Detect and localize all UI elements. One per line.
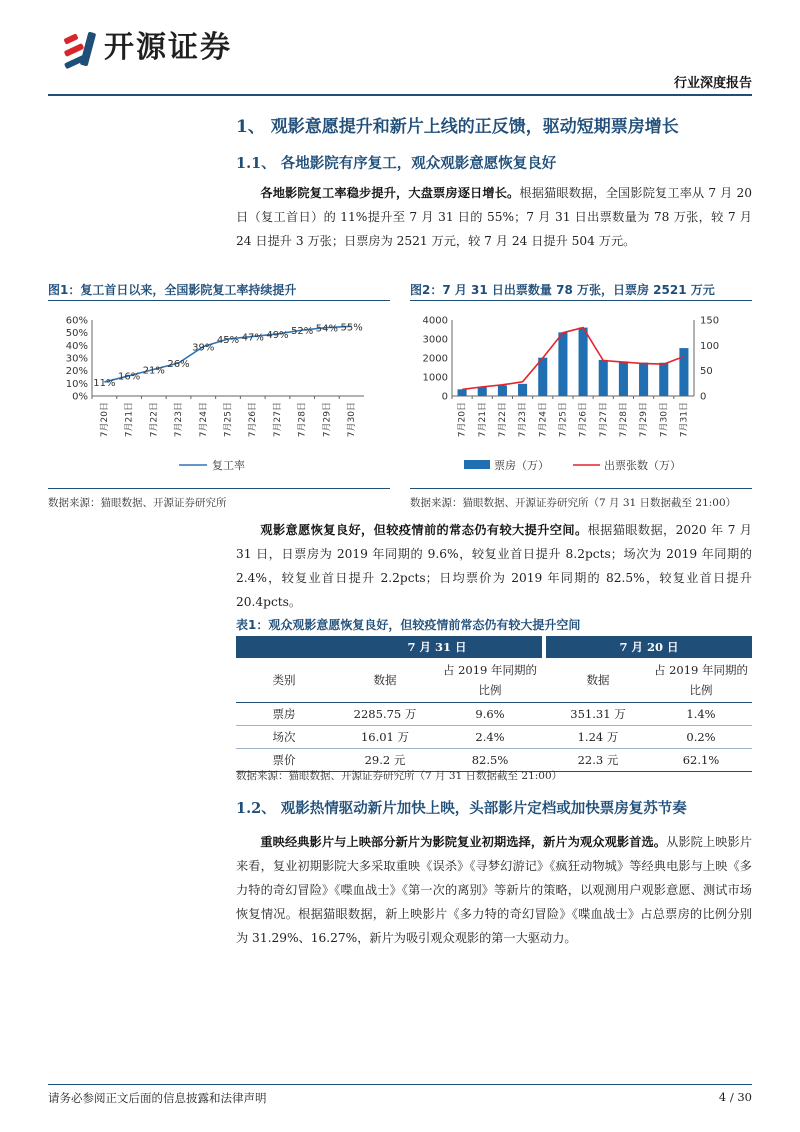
y-tick-label: 20% [65,366,88,378]
table-cell-ratio-1: 82.5% [438,748,542,771]
x-tick-label: 7月30日 [347,402,358,438]
data-label: 26% [167,359,190,371]
x-tick-label: 7月29日 [322,402,333,438]
legend-label-bars: 票房（万） [494,459,549,472]
data-label: 39% [192,342,215,354]
y-right-tick-label: 100 [700,340,720,352]
y-tick-label: 50% [65,328,88,340]
subsection-title-1-1: 1.1、 各地影院有序复工，观众观影意愿恢复良好 [236,155,557,172]
x-tick-label: 7月27日 [598,402,609,438]
table-header-data-1: 数据 [332,658,438,702]
bar-票房 [518,384,527,396]
y-left-tick-label: 4000 [422,315,448,327]
y-tick-label: 10% [65,378,88,390]
paragraph-1-body: 根据猫眼数据，全国影院复工率从 7 月 20 日（复工首日）的 11%提升至 7 月 31 日的 55%；7 月 31 日出票数量为 78 万张，较 7 月 24 日提升 3 万张；日票房为 2521 万元，较 7 月 24 日提升 504 万元。 [236,186,753,248]
bar-票房 [599,360,608,396]
x-tick-label: 7月28日 [618,402,629,438]
data-label: 52% [291,326,314,338]
table-cell-data-2: 22.3 元 [546,748,650,771]
figure-1-source: 数据来源：猫眼数据、开源证券研究所 [48,497,227,509]
y-left-tick-label: 0 [441,391,448,403]
paragraph-3-body: 从影院上映影片来看，复业初期影院大多采取重映《误杀》《寻梦幻游记》《疯狂动物城》等经典电影与上映《多力特的奇幻冒险》《喋血战士》《第一次的离别》等新片的策略，以观测用户观影意愿、测试市场恢复情况。根据猫眼数据，新上映影片《多力特的奇幻冒险》《喋血战士》占总票房的比例分别为 31.29%、16.27%，新片为吸引观众观影的第一大驱动力。 [236,835,753,945]
bar-票房 [619,361,628,396]
paragraph-1-lead: 各地影院复工率稳步提升，大盘票房逐日增长。 [260,186,520,200]
data-label: 45% [216,335,240,346]
x-tick-label: 7月22日 [497,402,508,438]
table-row [236,725,752,748]
table-cell-ratio-1: 9.6% [438,702,542,725]
series-line-出票张数 [462,328,684,390]
section-title: 1、 观影意愿提升和新片上线的正反馈，驱动短期票房增长 [236,117,679,137]
y-left-tick-label: 3000 [422,334,448,346]
x-tick-label: 7月20日 [457,402,468,438]
y-right-tick-label: 50 [700,366,713,378]
x-tick-label: 7月25日 [223,402,234,438]
figure-2-source: 数据来源：猫眼数据、开源证券研究所（7 月 31 日数据截至 21:00） [410,497,737,509]
data-label: 21% [142,365,165,377]
table-row [236,702,752,725]
table-cell-category: 票价 [236,748,332,771]
page-number: 4 / 30 [718,1090,752,1104]
bar-票房 [458,389,467,396]
footer-rule [48,1084,752,1085]
table-cell-ratio-2: 62.1% [650,748,752,771]
x-tick-label: 7月28日 [297,402,308,438]
x-tick-label: 7月20日 [99,402,110,438]
table-cell-ratio-1: 2.4% [438,725,542,748]
bar-票房 [579,328,588,396]
figure-1-bottom-rule [48,488,390,489]
legend-label: 复工率 [212,459,245,472]
data-label: 54% [315,323,339,335]
table-1-source: 数据来源：猫眼数据、开源证券研究所（7 月 31 日数据截至 21:00） [236,770,563,782]
y-right-tick-label: 150 [700,315,720,327]
x-tick-label: 7月29日 [639,402,650,438]
bar-票房 [679,348,688,396]
y-tick-label: 40% [65,340,88,352]
x-tick-label: 7月27日 [272,402,283,438]
bar-票房 [538,358,547,396]
figure-1-rule [48,300,390,301]
x-tick-label: 7月24日 [538,402,549,438]
paragraph-2-lead: 观影意愿恢复良好，但较疫情前的常态仍有较大提升空间。 [260,523,588,537]
x-tick-label: 7月21日 [124,402,135,438]
table-header-ratio-1: 占 2019 年同期的比例 [438,658,542,702]
table-cell-category: 票房 [236,702,332,725]
x-tick-label: 7月26日 [578,402,589,438]
figure-2-rule [410,300,752,301]
table-cell-data-1: 16.01 万 [332,725,438,748]
table-cell-category: 场次 [236,725,332,748]
y-left-tick-label: 2000 [422,353,448,365]
legend-bar-swatch [464,460,490,469]
page-header [0,0,800,100]
x-tick-label: 7月22日 [149,402,160,438]
table-cell-data-2: 1.24 万 [546,725,650,748]
bar-票房 [659,363,668,396]
table-header-category: 类别 [236,658,332,702]
table-1-title: 表1：观众观影意愿恢复良好，但较疫情前常态仍有较大提升空间 [236,618,581,632]
paragraph-1 [236,181,752,253]
figure-2-title: 图2：7 月 31 日出票数量 78 万张，日票房 2521 万元 [410,283,715,297]
table-band-empty [236,636,332,658]
legend-label-line: 出票张数（万） [604,459,681,472]
table-cell-data-1: 29.2 元 [332,748,438,771]
figure-2-chart [408,308,754,488]
paragraph-3-lead: 重映经典影片与上映部分新片为影院复业初期选择，新片为观众观影首选。 [260,835,667,849]
subsection-title-1-2: 1.2、 观影热情驱动新片加快上映，头部影片定档或加快票房复苏节奏 [236,800,687,817]
data-label: 49% [266,329,289,341]
y-tick-label: 30% [65,353,88,365]
x-tick-label: 7月23日 [174,402,185,438]
doc-type-label: 行业深度报告 [673,76,752,91]
figure-1-title: 图1：复工首日以来，全国影院复工率持续提升 [48,283,297,297]
paragraph-2 [236,518,752,614]
logo-text: 开源证券 [104,30,232,65]
header-rule [48,94,752,96]
logo-mark-icon [62,30,102,70]
y-right-tick-label: 0 [700,391,707,403]
paragraph-2-body: 根据猫眼数据，2020 年 7 月 31 日，日票房为 2019 年同期的 9.6%，较复业首日提升 8.2pcts；场次为 2019 年同期的 2.4%，较复业首日提升 2.2pcts；日均票价为 2019 年同期的 82.5%，较复业首日提升 20.4pcts。 [236,523,752,609]
bar-票房 [498,385,507,396]
table-cell-data-2: 351.31 万 [546,702,650,725]
data-label: 16% [117,371,141,383]
x-tick-label: 7月23日 [518,402,529,438]
data-label: 47% [241,332,264,344]
figure-1-chart [44,308,394,488]
x-tick-label: 7月30日 [659,402,670,438]
table-header-ratio-2: 占 2019 年同期的比例 [650,658,752,702]
x-tick-label: 7月25日 [558,402,569,438]
y-left-tick-label: 1000 [422,372,448,384]
x-tick-label: 7月31日 [679,402,690,438]
bar-票房 [639,363,648,396]
bar-票房 [558,332,567,396]
table-band-jul31: 7 月 31 日 [332,636,542,658]
table-band-jul20: 7 月 20 日 [546,636,752,658]
footer-disclaimer: 请务必参阅正文后面的信息披露和法律声明 [48,1091,267,1105]
x-tick-label: 7月21日 [477,402,488,438]
y-tick-label: 60% [65,315,88,327]
table-1 [236,636,752,772]
table-cell-ratio-2: 0.2% [650,725,752,748]
table-cell-data-1: 2285.75 万 [332,702,438,725]
x-tick-label: 7月26日 [248,402,259,438]
paragraph-3 [236,830,752,950]
figure-2-bottom-rule [410,488,752,489]
y-tick-label: 0% [72,391,88,403]
table-header-data-2: 数据 [546,658,650,702]
data-label: 55% [340,322,363,334]
bar-票房 [478,387,487,396]
data-label: 11% [93,378,116,390]
x-tick-label: 7月24日 [198,402,209,438]
table-cell-ratio-2: 1.4% [650,702,752,725]
